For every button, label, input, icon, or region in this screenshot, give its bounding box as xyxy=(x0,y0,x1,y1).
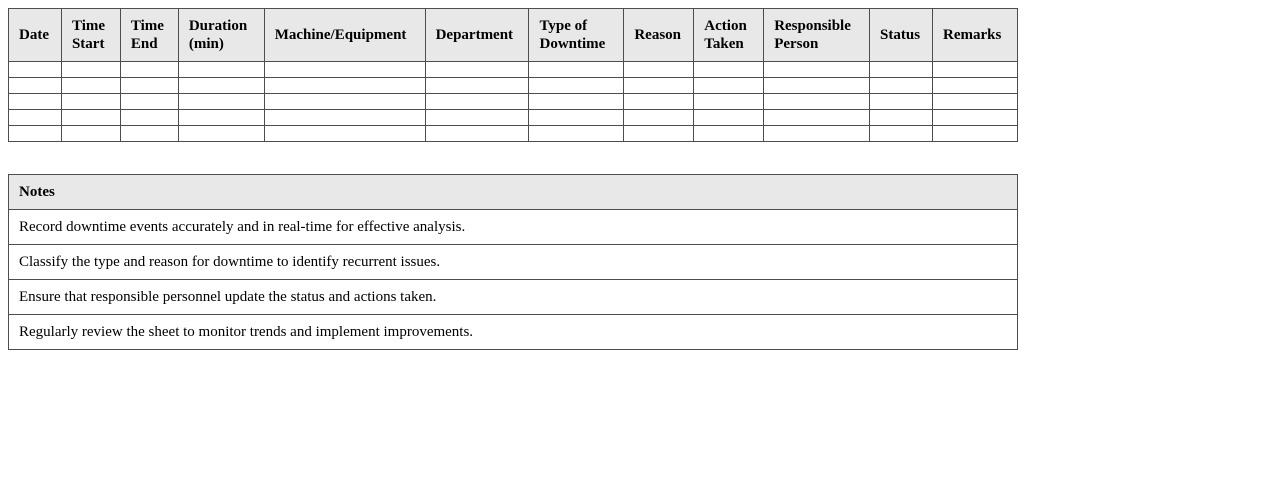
column-header-status: Status xyxy=(870,9,933,62)
table-cell[interactable] xyxy=(9,62,62,78)
table-cell[interactable] xyxy=(264,62,425,78)
table-cell[interactable] xyxy=(120,94,178,110)
table-cell[interactable] xyxy=(529,126,624,142)
table-cell[interactable] xyxy=(933,78,1018,94)
header-row xyxy=(9,9,1018,62)
table-cell[interactable] xyxy=(764,126,870,142)
table-cell[interactable] xyxy=(61,110,120,126)
table-cell[interactable] xyxy=(933,62,1018,78)
table-cell[interactable] xyxy=(694,110,764,126)
note-text: Ensure that responsible personnel update the status and actions taken. xyxy=(9,280,1018,315)
table-cell[interactable] xyxy=(178,78,264,94)
table-cell[interactable] xyxy=(264,94,425,110)
table-cell[interactable] xyxy=(870,62,933,78)
table-row xyxy=(9,126,1018,142)
column-header-department: Department xyxy=(425,9,529,62)
table-row xyxy=(9,94,1018,110)
table-cell[interactable] xyxy=(264,126,425,142)
table-row xyxy=(9,78,1018,94)
downtime-log-table xyxy=(8,8,1018,142)
column-header-time-start: Time Start xyxy=(61,9,120,62)
table-cell[interactable] xyxy=(425,110,529,126)
table-cell[interactable] xyxy=(9,94,62,110)
table-cell[interactable] xyxy=(529,110,624,126)
table-cell[interactable] xyxy=(764,110,870,126)
column-header-responsible-person: Responsible Person xyxy=(764,9,870,62)
table-cell[interactable] xyxy=(933,126,1018,142)
table-cell[interactable] xyxy=(178,110,264,126)
table-cell[interactable] xyxy=(120,78,178,94)
table-cell[interactable] xyxy=(694,126,764,142)
table-cell[interactable] xyxy=(178,126,264,142)
table-cell[interactable] xyxy=(9,126,62,142)
column-header-machine-equipment: Machine/Equipment xyxy=(264,9,425,62)
table-cell[interactable] xyxy=(178,62,264,78)
notes-table xyxy=(8,174,1018,350)
table-cell[interactable] xyxy=(529,62,624,78)
list-item xyxy=(9,280,1018,315)
table-cell[interactable] xyxy=(120,110,178,126)
column-header-remarks: Remarks xyxy=(933,9,1018,62)
table-cell[interactable] xyxy=(933,110,1018,126)
table-cell[interactable] xyxy=(764,94,870,110)
note-text: Record downtime events accurately and in real-time for effective analysis. xyxy=(9,210,1018,245)
table-cell[interactable] xyxy=(61,62,120,78)
notes-title: Notes xyxy=(9,175,1018,210)
column-header-date: Date xyxy=(9,9,62,62)
list-item xyxy=(9,245,1018,280)
table-cell[interactable] xyxy=(178,94,264,110)
table-cell[interactable] xyxy=(624,110,694,126)
note-text: Classify the type and reason for downtime to identify recurrent issues. xyxy=(9,245,1018,280)
table-cell[interactable] xyxy=(870,94,933,110)
column-header-time-end: Time End xyxy=(120,9,178,62)
table-cell[interactable] xyxy=(624,94,694,110)
table-cell[interactable] xyxy=(61,126,120,142)
notes-header-row xyxy=(9,175,1018,210)
table-cell[interactable] xyxy=(264,110,425,126)
list-item xyxy=(9,315,1018,350)
table-cell[interactable] xyxy=(61,94,120,110)
list-item xyxy=(9,210,1018,245)
table-cell[interactable] xyxy=(425,78,529,94)
column-header-reason: Reason xyxy=(624,9,694,62)
note-text: Regularly review the sheet to monitor trends and implement improvements. xyxy=(9,315,1018,350)
table-cell[interactable] xyxy=(425,94,529,110)
table-cell[interactable] xyxy=(764,78,870,94)
table-cell[interactable] xyxy=(61,78,120,94)
table-cell[interactable] xyxy=(529,94,624,110)
table-cell[interactable] xyxy=(9,110,62,126)
table-cell[interactable] xyxy=(870,110,933,126)
table-cell[interactable] xyxy=(9,78,62,94)
table-row xyxy=(9,62,1018,78)
table-row xyxy=(9,110,1018,126)
table-cell[interactable] xyxy=(425,126,529,142)
table-cell[interactable] xyxy=(694,94,764,110)
table-cell[interactable] xyxy=(264,78,425,94)
table-cell[interactable] xyxy=(694,78,764,94)
document xyxy=(8,8,1018,350)
column-header-duration: Duration (min) xyxy=(178,9,264,62)
table-cell[interactable] xyxy=(529,78,624,94)
table-cell[interactable] xyxy=(120,126,178,142)
table-cell[interactable] xyxy=(624,62,694,78)
table-cell[interactable] xyxy=(933,94,1018,110)
column-header-type-of-downtime: Type of Downtime xyxy=(529,9,624,62)
table-cell[interactable] xyxy=(624,78,694,94)
table-cell[interactable] xyxy=(425,62,529,78)
table-cell[interactable] xyxy=(764,62,870,78)
table-cell[interactable] xyxy=(870,78,933,94)
table-cell[interactable] xyxy=(694,62,764,78)
column-header-action-taken: Action Taken xyxy=(694,9,764,62)
table-cell[interactable] xyxy=(870,126,933,142)
table-cell[interactable] xyxy=(624,126,694,142)
table-cell[interactable] xyxy=(120,62,178,78)
